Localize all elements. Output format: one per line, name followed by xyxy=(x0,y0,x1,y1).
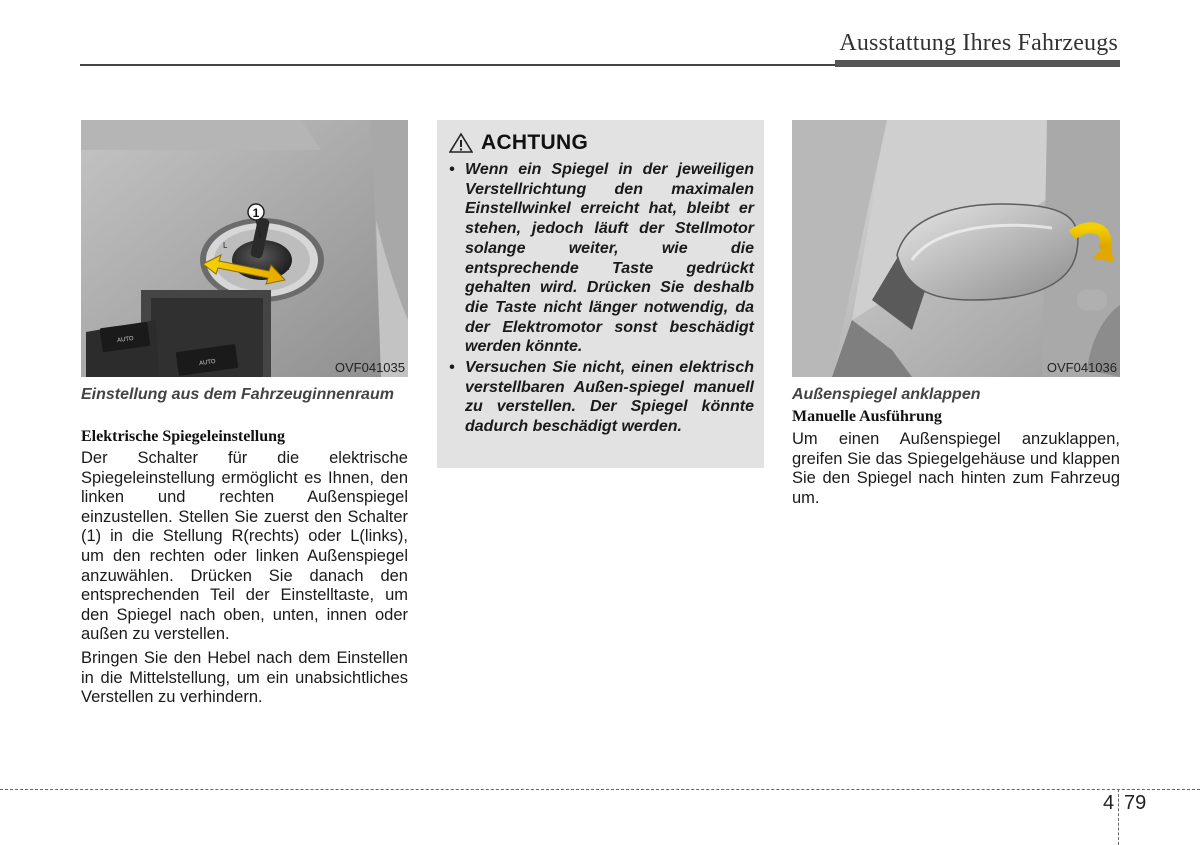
auto-label-2: AUTO xyxy=(198,358,217,368)
warning-header xyxy=(449,131,588,155)
figure-caption: Einstellung aus dem Fahrzeuginnenraum xyxy=(81,386,394,403)
header-rule xyxy=(80,64,835,66)
chapter-number: 4 xyxy=(1103,792,1115,814)
figure-code: OVF041036 xyxy=(1046,360,1117,375)
page-number: 79 xyxy=(1124,792,1147,814)
switch-label-l: L xyxy=(223,241,228,250)
paragraph: Bringen Sie den Hebel nach dem Einstellen in die Mittelstellung, um ein unabsichtliches Verstellen zu verhindern. xyxy=(81,648,408,707)
footer-divider xyxy=(1118,789,1119,845)
switch-label-r: R xyxy=(284,263,290,272)
header-rule-accent xyxy=(835,60,1120,67)
mirror-fold-figure xyxy=(792,120,1120,377)
body-text xyxy=(792,430,1120,512)
warning-title: ACHTUNG xyxy=(481,131,589,154)
paragraph: Um einen Außenspiegel anzuklappen, greifen Sie das Spiegelgehäuse und klappen Sie den Spiegel nach hinten zum Fahrzeug um. xyxy=(792,430,1120,507)
page-header-title: Ausstattung Ihres Fahrzeugs xyxy=(839,30,1118,56)
section-subheading: Manuelle Ausführung xyxy=(792,408,942,425)
callout-number: 1 xyxy=(252,206,260,220)
figure-caption: Außenspiegel anklappen xyxy=(792,386,981,403)
warning-box xyxy=(437,120,764,468)
warning-item: • Versuchen Sie nicht, einen elektrisch verstellbaren Außen-spiegel manuell zu verstellen. Der Spiegel könnte dadurch beschädigt werden. xyxy=(449,359,754,436)
mirror-fold-illustration xyxy=(792,120,1120,377)
warning-item: • Wenn ein Spiegel in der jeweiligen Verstellrichtung den maximalen Einstellwinkel erreicht hat, bleibt er stehen, jedoch läuft der Stellmotor solange weiter, wie die entsprechende Taste gedrückt gehalten wird. Drücken Sie deshalb die Taste nicht länger notwendig, da der Elektromotor sonst beschädigt werden könnte. xyxy=(449,161,754,356)
mirror-switch-figure xyxy=(81,120,408,377)
warning-list xyxy=(449,160,754,438)
mirror-switch-illustration xyxy=(81,120,408,377)
auto-label-1: AUTO xyxy=(116,335,135,345)
body-text xyxy=(81,449,408,712)
figure-code: OVF041035 xyxy=(334,360,405,375)
paragraph: Der Schalter für die elektrische Spiegeleinstellung ermöglicht es Ihnen, den linken und rechten Außenspiegel einzustellen. Stellen Sie zuerst den Schalter (1) in die Stellung R(rechts) oder L(links), um den rechten oder linken Außenspiegel anzuwählen. Drücken Sie danach den entsprechenden Teil der Einstelltaste, um den Spiegel nach oben, unten, innen oder außen zu verstellen. xyxy=(81,449,408,644)
section-subheading: Elektrische Spiegeleinstellung xyxy=(81,428,285,445)
footer-rule xyxy=(0,789,1200,790)
warning-triangle-icon xyxy=(449,132,473,154)
